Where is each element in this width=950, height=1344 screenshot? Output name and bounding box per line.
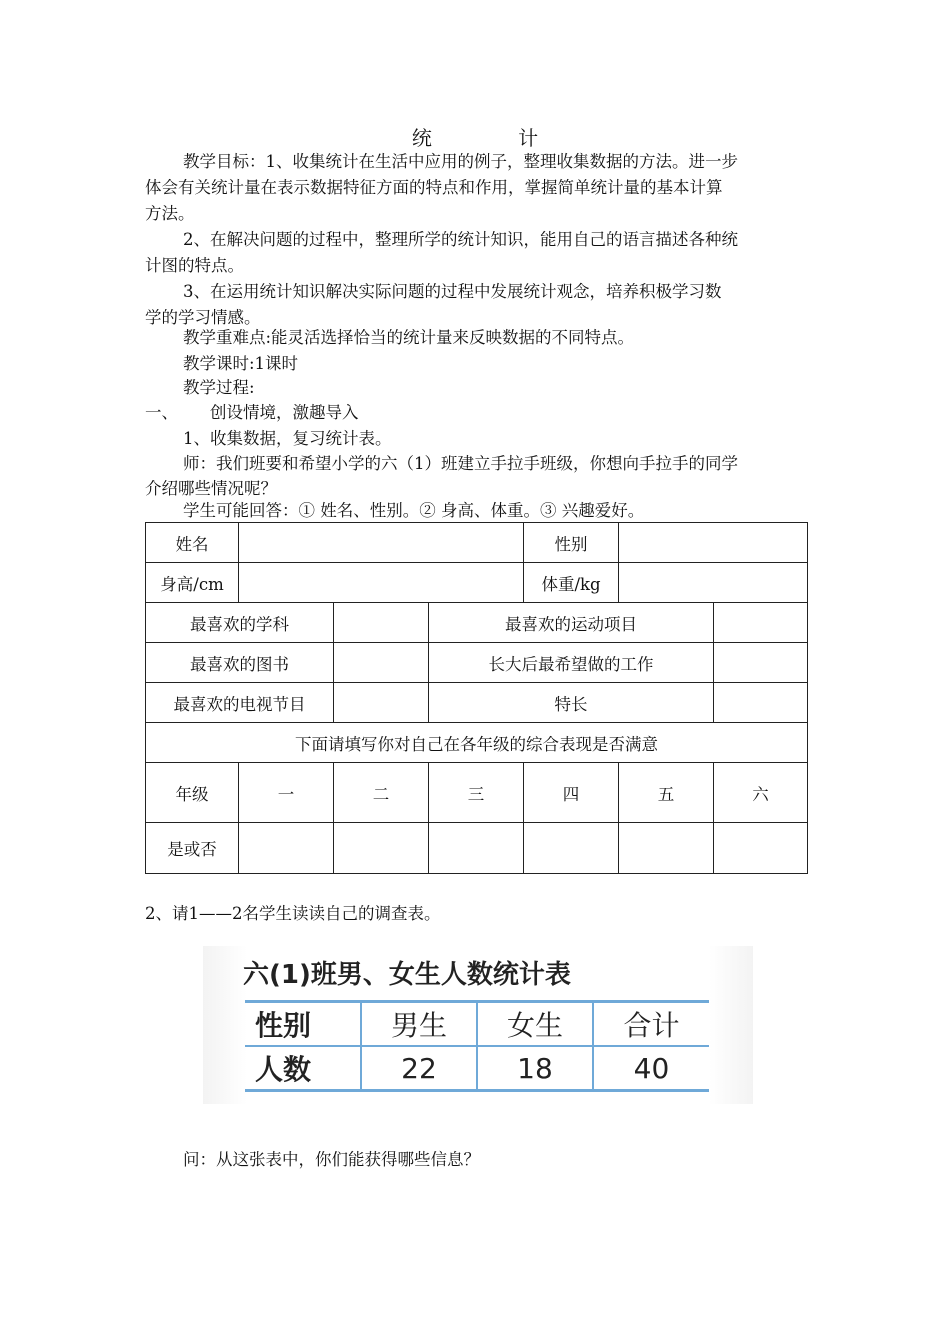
- objectives-line-2: 体会有关统计量在表示数据特征方面的特点和作用，掌握简单统计量的基本计算: [145, 178, 723, 197]
- step-1: 1、收集数据，复习统计表。: [183, 429, 392, 448]
- gender-count-table-image: [203, 946, 753, 1104]
- stat-header-female: 女生: [477, 1002, 593, 1047]
- weight-field[interactable]: [619, 563, 808, 603]
- stat-male-count: 22: [361, 1046, 477, 1091]
- yes-no-cell-2[interactable]: [334, 823, 429, 874]
- step-2: 2、请1——2名学生读读自己的调查表。: [145, 904, 441, 923]
- stat-total-count: 40: [593, 1046, 709, 1091]
- student-survey-table: [145, 522, 808, 874]
- objectives-line-3: 方法。: [145, 204, 195, 223]
- table-row: [146, 723, 808, 763]
- table-row: [245, 1046, 709, 1091]
- future-job-field[interactable]: [714, 643, 808, 683]
- section-number: 一、: [145, 403, 178, 422]
- yes-no-cell-4[interactable]: [524, 823, 619, 874]
- yes-no-cell-1[interactable]: [239, 823, 334, 874]
- specialty-label: 特长: [429, 683, 714, 723]
- stat-table-title: 六(1)班男、女生人数统计表: [243, 960, 571, 990]
- stat-female-count: 18: [477, 1046, 593, 1091]
- fav-subject-field[interactable]: [334, 603, 429, 643]
- stat-header-total: 合计: [593, 1002, 709, 1047]
- specialty-field[interactable]: [714, 683, 808, 723]
- grade-4: 四: [524, 763, 619, 823]
- question: 问：从这张表中，你们能获得哪些信息？: [183, 1150, 480, 1169]
- table-row: [146, 523, 808, 563]
- weight-label: 体重/kg: [524, 563, 619, 603]
- yes-no-cell-5[interactable]: [619, 823, 714, 874]
- grade-1: 一: [239, 763, 334, 823]
- student-answers: 学生可能回答：① 姓名、性别。② 身高、体重。③ 兴趣爱好。: [183, 501, 645, 520]
- grade-6: 六: [714, 763, 808, 823]
- gender-count-table: [245, 1000, 709, 1092]
- fav-book-label: 最喜欢的图书: [146, 643, 334, 683]
- fav-subject-label: 最喜欢的学科: [146, 603, 334, 643]
- grade-5: 五: [619, 763, 714, 823]
- future-job-label: 长大后最希望做的工作: [429, 643, 714, 683]
- table-row: [146, 683, 808, 723]
- table-row: [146, 823, 808, 874]
- table-row: [146, 643, 808, 683]
- page-title: 统 计: [411, 126, 579, 150]
- gender-label: 性别: [524, 523, 619, 563]
- gender-field[interactable]: [619, 523, 808, 563]
- table-row: [146, 603, 808, 643]
- yes-no-cell-3[interactable]: [429, 823, 524, 874]
- name-field[interactable]: [239, 523, 524, 563]
- objectives-line-6: 3、在运用统计知识解决实际问题的过程中发展统计观念，培养积极学习数: [183, 282, 722, 301]
- fav-book-field[interactable]: [334, 643, 429, 683]
- teacher-line-2: 介绍哪些情况呢？: [145, 479, 277, 498]
- table-row: [245, 1002, 709, 1047]
- fav-tv-label: 最喜欢的电视节目: [146, 683, 334, 723]
- name-label: 姓名: [146, 523, 239, 563]
- stat-row-label: 人数: [245, 1046, 361, 1091]
- grade-label: 年级: [146, 763, 239, 823]
- grade-3: 三: [429, 763, 524, 823]
- section-heading: 创设情境，激趣导入: [210, 403, 359, 422]
- fav-sport-label: 最喜欢的运动项目: [429, 603, 714, 643]
- stat-header-gender: 性别: [245, 1002, 361, 1047]
- table-row: [146, 563, 808, 603]
- yes-no-label: 是或否: [146, 823, 239, 874]
- objectives-line-5: 计图的特点。: [145, 256, 244, 275]
- satisfaction-note: 下面请填写你对自己在各年级的综合表现是否满意: [146, 723, 808, 763]
- yes-no-cell-6[interactable]: [714, 823, 808, 874]
- fav-tv-field[interactable]: [334, 683, 429, 723]
- fav-sport-field[interactable]: [714, 603, 808, 643]
- lesson-hours: 教学课时:1课时: [183, 354, 299, 373]
- table-row: [146, 763, 808, 823]
- grade-2: 二: [334, 763, 429, 823]
- objectives-line-1: 教学目标：1、收集统计在生活中应用的例子，整理收集数据的方法。进一步: [183, 152, 738, 171]
- height-label: 身高/cm: [146, 563, 239, 603]
- key-points: 教学重难点:能灵活选择恰当的统计量来反映数据的不同特点。: [183, 328, 635, 347]
- objectives-line-4: 2、在解决问题的过程中，整理所学的统计知识，能用自己的语言描述各种统: [183, 230, 738, 249]
- teaching-process: 教学过程:: [183, 378, 255, 397]
- objectives-line-7: 学的学习情感。: [145, 308, 261, 327]
- stat-header-male: 男生: [361, 1002, 477, 1047]
- teacher-line-1: 师：我们班要和希望小学的六（1）班建立手拉手班级，你想向手拉手的同学: [183, 454, 738, 473]
- height-field[interactable]: [239, 563, 524, 603]
